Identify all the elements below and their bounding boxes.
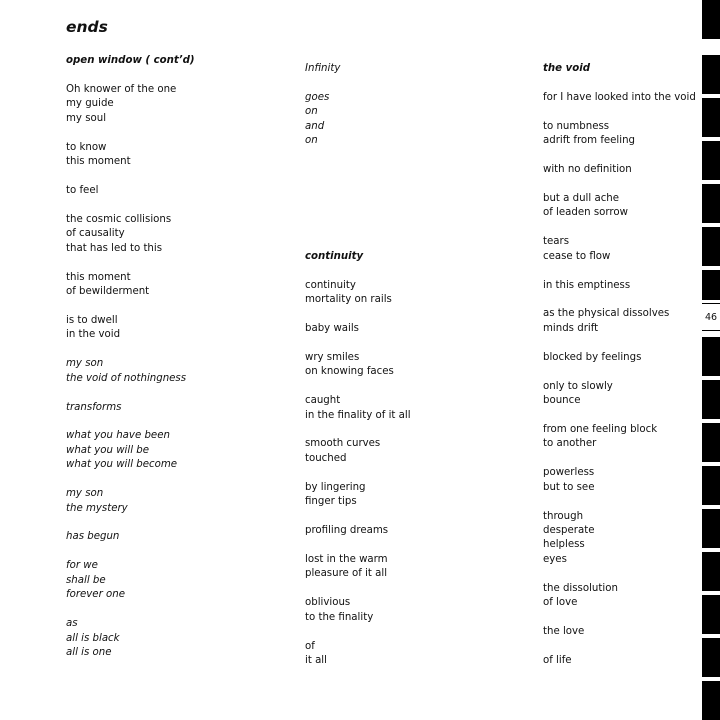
poem-line: it all: [305, 654, 327, 666]
poem-line: for I have looked into the void: [543, 91, 696, 103]
poem-line: of life: [543, 654, 572, 666]
poem-line: for we: [66, 560, 98, 572]
section-tab: [702, 141, 720, 180]
poem-line: wry smiles: [305, 351, 360, 363]
stanza-break: [305, 336, 530, 350]
stanza-break: [543, 221, 720, 235]
poem-line: baby wails: [305, 322, 359, 334]
poem-line: minds drift: [543, 322, 599, 334]
poem-line: tears: [543, 236, 570, 248]
poem-line: has begun: [66, 531, 120, 543]
section-tab: [702, 98, 720, 137]
poem-line: in this emptiness: [543, 279, 631, 291]
poem-line: the dissolution: [543, 582, 618, 594]
poem-line: powerless: [543, 467, 595, 479]
stanza-break: [543, 105, 720, 119]
stanza-break: [66, 473, 291, 487]
poem-line: to another: [543, 438, 597, 450]
page-number: 46: [704, 312, 718, 323]
poem-line: cease to flow: [543, 250, 611, 262]
stanza-break: [305, 206, 530, 220]
poem-line: but to see: [543, 481, 595, 493]
poem-line: all is black: [66, 632, 120, 644]
stanza-break: [305, 582, 530, 596]
section-tab: [702, 552, 720, 591]
stanza-break: [66, 126, 291, 140]
poem-line: helpless: [543, 539, 585, 551]
poem-line: transforms: [66, 401, 122, 413]
poem-line: what you will become: [66, 459, 178, 471]
poem-line: only to slowly: [543, 380, 613, 392]
poem-line: eyes: [543, 553, 567, 565]
poem-line: to the finality: [305, 611, 374, 623]
poem-line: but a dull ache: [543, 192, 620, 204]
stanza-break: [305, 510, 530, 524]
poem-line: my son: [66, 358, 104, 370]
stanza-break: [305, 178, 530, 192]
stanza-break: [66, 343, 291, 357]
poem-line: oblivious: [305, 597, 351, 609]
poem-line: in the finality of it all: [305, 409, 411, 421]
poem-column-1: [66, 54, 291, 660]
section-tab: [702, 0, 720, 39]
section-tab: [702, 595, 720, 634]
poem-line: as the physical dissolves: [543, 308, 670, 320]
stanza-break: [66, 516, 291, 530]
stanza-break: [66, 386, 291, 400]
poem-line: mortality on rails: [305, 294, 392, 305]
poem-line: my son: [66, 488, 104, 500]
stanza-break: [543, 365, 720, 379]
poem-line: the void of nothingness: [66, 372, 187, 384]
stanza-break: [543, 611, 720, 625]
section-tab: [702, 681, 720, 720]
stanza-break: [543, 293, 720, 307]
stanza-break: [543, 178, 720, 192]
poem-line: of: [305, 640, 315, 652]
section-tab: [702, 270, 720, 300]
poem-line: continuity: [305, 250, 364, 262]
stanza-break: [66, 170, 291, 184]
poem-line: of bewilderment: [66, 286, 150, 297]
poem-column-2: [305, 62, 530, 668]
poem-line: forever one: [66, 589, 125, 601]
poem-line: this moment: [66, 156, 131, 168]
poem-line: of causality: [66, 228, 125, 240]
stanza-break: [543, 495, 720, 509]
stanza-break: [305, 163, 530, 177]
poem-line: on: [305, 106, 318, 118]
poem-line: shall be: [66, 574, 106, 586]
stanza-break: [305, 76, 530, 90]
poem-line: the cosmic collisions: [66, 213, 172, 225]
poem-line: smooth curves: [305, 438, 381, 450]
poem-line: with no definition: [543, 164, 632, 176]
section-tab: [702, 227, 720, 266]
poem-line: Oh knower of the one: [66, 83, 177, 95]
poem-line: pleasure of it all: [305, 568, 388, 580]
poem-line: caught: [305, 395, 341, 407]
section-tab: [702, 423, 720, 462]
stanza-break: [66, 256, 291, 270]
poem-line: the love: [543, 626, 585, 638]
stanza-break: [543, 264, 720, 278]
section-tab: [702, 55, 720, 94]
section-tab: [702, 380, 720, 419]
poem-line: as: [66, 618, 78, 630]
poem-line: goes: [305, 91, 330, 103]
poem-line: to numbness: [543, 120, 610, 132]
stanza-break: [543, 336, 720, 350]
section-tab: [702, 638, 720, 677]
poem-line: open window ( cont’d): [66, 55, 195, 66]
page-title: ends: [66, 18, 108, 36]
poem-line: of leaden sorrow: [543, 207, 628, 219]
stanza-break: [66, 415, 291, 429]
poem-line: my guide: [66, 98, 114, 110]
stanza-break: [66, 198, 291, 212]
poem-column-3: [543, 62, 720, 668]
poem-line: adrift from feeling: [543, 135, 636, 147]
poem-line: lost in the warm: [305, 553, 388, 565]
poem-line: that has led to this: [66, 242, 163, 254]
stanza-break: [543, 76, 720, 90]
stanza-break: [66, 68, 291, 82]
poem-line: and: [305, 120, 325, 132]
poem-line: is to dwell: [66, 314, 118, 326]
stanza-break: [543, 640, 720, 654]
poem-line: desperate: [543, 525, 595, 536]
stanza-break: [543, 452, 720, 466]
poem-line: through: [543, 510, 584, 522]
stanza-break: [543, 149, 720, 163]
poem-line: continuity: [305, 279, 356, 291]
poem-line: to know: [66, 141, 107, 153]
stanza-break: [66, 299, 291, 313]
stanza-break: [543, 409, 720, 423]
section-tab: [702, 466, 720, 505]
stanza-break: [305, 264, 530, 278]
poem-line: my soul: [66, 112, 107, 124]
poem-line: by lingering: [305, 481, 366, 493]
poem-line: Infinity: [305, 63, 341, 74]
poem-line: the void: [543, 63, 591, 74]
poem-line: profiling dreams: [305, 525, 389, 536]
stanza-break: [305, 423, 530, 437]
section-tab: [702, 184, 720, 223]
stanza-break: [305, 625, 530, 639]
poem-line: of love: [543, 597, 578, 609]
stanza-break: [305, 235, 530, 249]
section-tab: [702, 337, 720, 376]
stanza-break: [305, 380, 530, 394]
stanza-break: [305, 192, 530, 206]
section-tab-strip: [702, 0, 720, 720]
poem-line: the mystery: [66, 502, 128, 514]
stanza-break: [305, 307, 530, 321]
section-tab: [702, 509, 720, 548]
poem-line: from one feeling block: [543, 423, 658, 435]
poem-line: in the void: [66, 329, 121, 341]
poem-line: what you have been: [66, 430, 170, 442]
poem-line: bounce: [543, 395, 581, 407]
poem-line: blocked by feelings: [543, 351, 642, 363]
stanza-break: [543, 567, 720, 581]
stanza-break: [305, 538, 530, 552]
stanza-break: [305, 466, 530, 480]
poem-line: touched: [305, 452, 347, 464]
poem-line: this moment: [66, 271, 131, 283]
stanza-break: [305, 149, 530, 163]
poem-line: all is one: [66, 646, 112, 658]
poem-line: what you will be: [66, 444, 150, 456]
poem-line: on: [305, 135, 318, 147]
poem-line: finger tips: [305, 496, 357, 508]
poem-line: to feel: [66, 184, 99, 196]
stanza-break: [66, 603, 291, 617]
poem-line: on knowing faces: [305, 366, 394, 378]
stanza-break: [66, 545, 291, 559]
stanza-break: [305, 221, 530, 235]
